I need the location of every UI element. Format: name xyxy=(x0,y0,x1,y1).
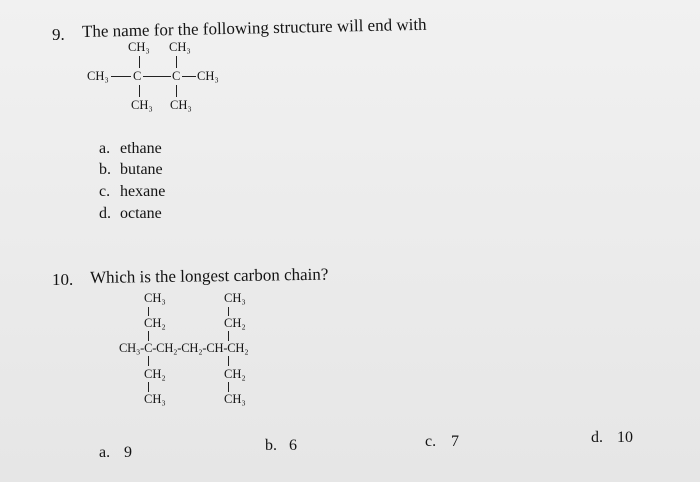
q9-option-a-text: ethane xyxy=(120,140,162,157)
q9-carbon-1: C xyxy=(133,69,142,83)
q10-bond-top1-left xyxy=(148,307,149,316)
q9-bond-top-left xyxy=(139,56,140,68)
q10-bot1-right: CH₂ xyxy=(224,367,246,381)
q10-option-d-letter: d. xyxy=(591,429,603,446)
q10-bond-bot1-left xyxy=(148,356,149,366)
q10-bond-bot2-left xyxy=(148,382,149,392)
q9-bond-left xyxy=(111,76,131,77)
q9-bond-bottom-right xyxy=(176,85,177,97)
q9-question-text: The name for the following structure will end with xyxy=(81,14,427,41)
q9-bond-bottom-left xyxy=(139,85,140,97)
q10-bond-top1-right xyxy=(228,307,229,316)
q10-bot2-right: CH₃ xyxy=(224,392,246,406)
q9-option-a-letter: a. xyxy=(99,140,111,157)
q10-option-b-text: 6 xyxy=(289,437,297,454)
q10-option-a-text: 9 xyxy=(124,444,132,461)
q9-left-group: CH₃ xyxy=(87,69,109,83)
q10-bot2-left: CH₃ xyxy=(144,392,166,406)
q10-top1-right: CH₃ xyxy=(224,291,246,305)
q9-bond-top-right xyxy=(176,56,177,68)
q9-option-b-text: butane xyxy=(120,161,163,178)
q10-option-c-text: 7 xyxy=(451,433,459,450)
q9-option-c-letter: c. xyxy=(99,183,111,200)
q9-top-right-group: CH₃ xyxy=(169,40,191,54)
q10-top2-left: CH₂ xyxy=(144,316,166,330)
q10-top2-right: CH₂ xyxy=(224,316,246,330)
q10-bot1-left: CH₂ xyxy=(144,367,166,381)
q10-bond-bot2-right xyxy=(228,382,229,392)
q9-option-d-text: octane xyxy=(120,205,162,222)
q9-bond-center xyxy=(143,76,171,77)
q9-bond-right xyxy=(182,76,196,77)
q10-option-a-letter: a. xyxy=(99,444,111,461)
q10-bond-top2-right xyxy=(228,331,229,341)
q9-bottom-right-group: CH₃ xyxy=(170,98,192,112)
q9-option-d-letter: d. xyxy=(99,205,111,222)
q10-option-b-letter: b. xyxy=(265,437,277,454)
q10-number: 10. xyxy=(52,270,74,289)
q9-option-c-text: hexane xyxy=(120,183,166,200)
q10-bond-top2-left xyxy=(148,331,149,341)
q10-question-text: Which is the longest carbon chain? xyxy=(89,264,329,287)
q10-option-c-letter: c. xyxy=(425,433,437,450)
q10-option-d-text: 10 xyxy=(617,429,633,446)
q9-top-left-group: CH₃ xyxy=(128,40,150,54)
q10-bond-bot1-right xyxy=(228,356,229,366)
q9-right-group: CH₃ xyxy=(197,69,219,83)
q9-carbon-2: C xyxy=(172,69,181,83)
q9-option-b-letter: b. xyxy=(99,161,111,178)
q10-top1-left: CH₃ xyxy=(144,291,166,305)
q9-number: 9. xyxy=(52,25,65,44)
q9-bottom-left-group: CH₃ xyxy=(131,98,153,112)
q10-main-chain: CH₃-C-CH₂-CH₂-CH-CH₂ xyxy=(119,341,249,355)
